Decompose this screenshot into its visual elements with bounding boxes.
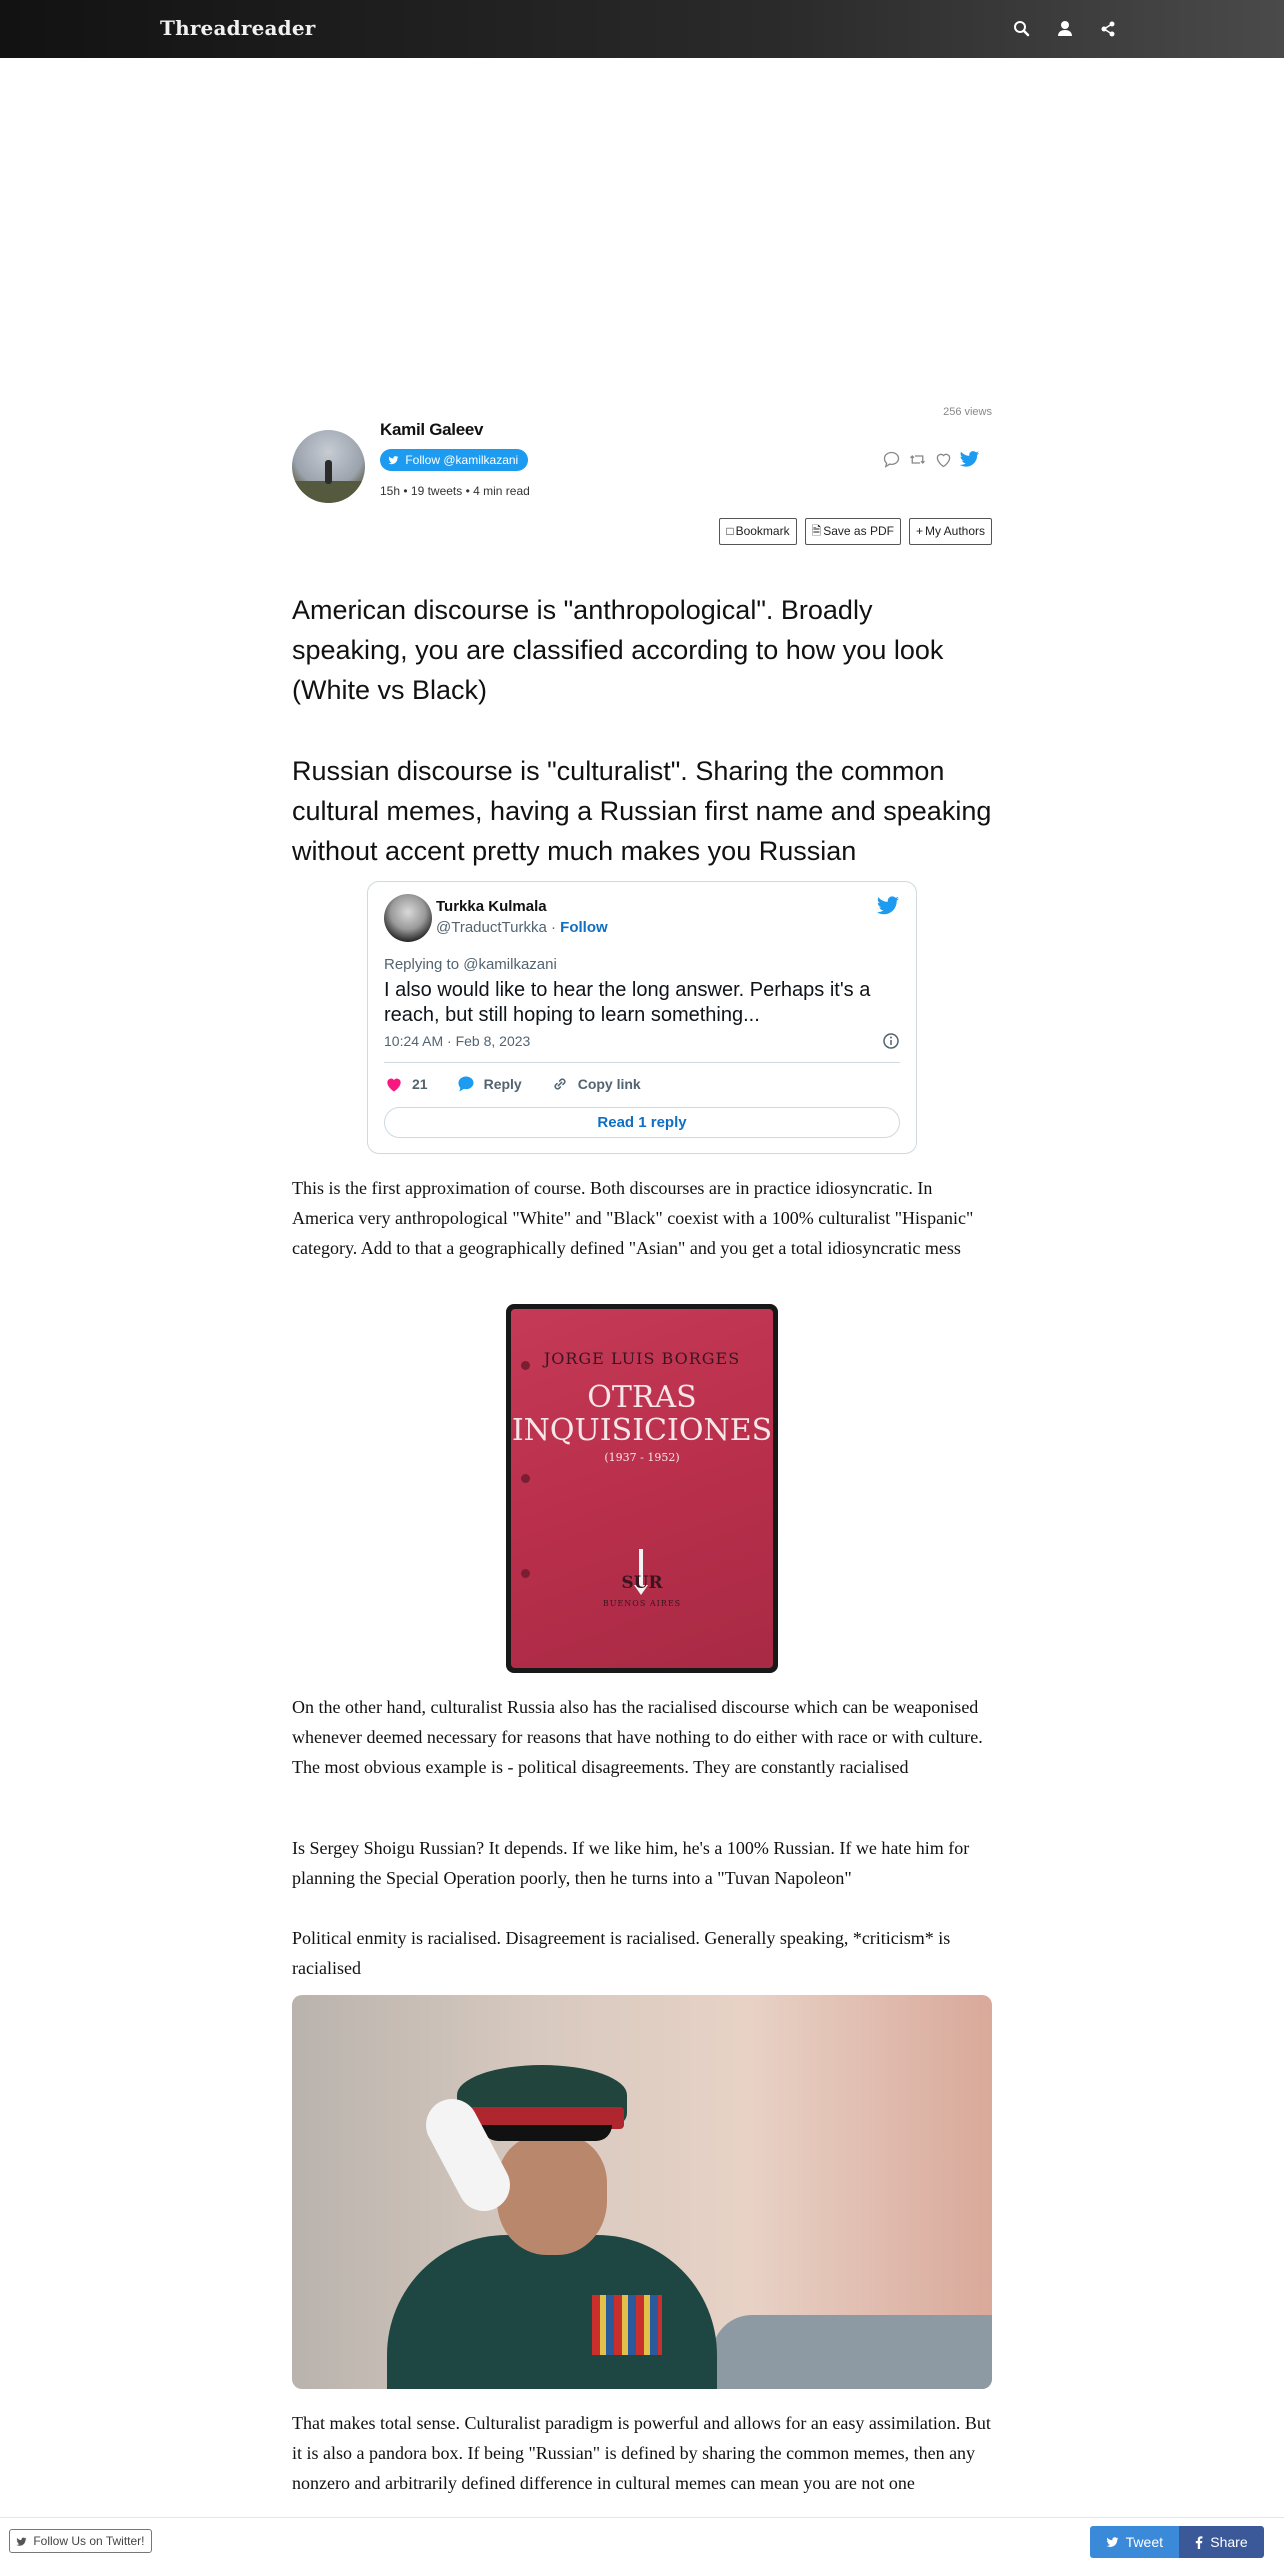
author-name[interactable]: Kamil Galeev (380, 420, 484, 439)
plus-icon: + (915, 524, 923, 538)
tweet-text-7: That makes total sense. Culturalist paradigm is powerful and allows for an easy assimilation. But it is also a pandora box. If being "Russian" is defined by sharing the common memes, then any nonzero and arbitrarily defined difference in cultural memes can mean you are not one (292, 2413, 991, 2493)
brand-logo[interactable]: Threadreader (160, 16, 316, 40)
link-icon (550, 1074, 570, 1094)
file-icon: 🗎 (811, 524, 822, 538)
embed-author-name[interactable]: Turkka Kulmala (436, 898, 547, 915)
save-pdf-label: Save as PDF (823, 524, 894, 538)
twitter-bird-icon (388, 456, 399, 465)
follow-us-label: Follow Us on Twitter! (33, 2534, 145, 2548)
retweet-icon[interactable] (907, 449, 928, 470)
tweet-text-3: This is the first approximation of course. Both discourses are in practice idiosyncratic. In America very anthropological "White" and "Black" coexist with a 100% culturalist "Hispanic" category. Add to that a geographically defined "Asian" and you get a total idiosyncratic mess (292, 1178, 974, 1258)
facebook-share-label: Share (1210, 2534, 1248, 2550)
author-avatar[interactable] (292, 430, 365, 503)
book-city: BUENOS AIRES (602, 1599, 682, 1608)
embed-like-button[interactable] (384, 1074, 428, 1094)
tweet-text-5: Is Sergey Shoigu Russian? It depends. If we like him, he's a 100% Russian. If we hate him for planning the Special Operation poorly, then he turns into a "Tuvan Napoleon" (292, 1838, 970, 1888)
bottom-bar (0, 2517, 1284, 2568)
embedded-tweet[interactable] (367, 881, 917, 1154)
like-icon[interactable] (933, 449, 954, 470)
my-authors-label: My Authors (924, 524, 985, 538)
tweet-text-2: Russian discourse is "culturalist". Sharing the common cultural memes, having a Russian first name and speaking without accent pretty much makes you Russian (292, 756, 992, 866)
tweet-text-6: Political enmity is racialised. Disagreement is racialised. Generally speaking, *criticism* is racialised (292, 1928, 951, 1978)
book-title-line-2: INQUISICIONES (511, 1413, 773, 1448)
top-navbar (0, 0, 1284, 58)
embed-tweet-text: I also would like to hear the long answer. Perhaps it's a reach, but still hoping to learn something... (384, 979, 871, 1026)
embed-timestamp[interactable]: 10:24 AM · Feb 8, 2023 (384, 1033, 531, 1049)
info-icon[interactable] (882, 1032, 900, 1050)
bookmark-label: Bookmark (735, 524, 790, 538)
facebook-share-button[interactable] (1179, 2526, 1264, 2558)
embed-divider (384, 1062, 900, 1063)
embed-like-count: 21 (412, 1076, 428, 1092)
thread-actions (881, 449, 980, 470)
book-title-line-1: OTRAS (587, 1380, 697, 1415)
bookmark-button[interactable] (719, 518, 796, 545)
user-icon[interactable] (1052, 16, 1078, 42)
book-author: JORGE LUIS BORGES (543, 1349, 741, 1368)
heart-icon (384, 1074, 404, 1094)
embed-follow-link[interactable]: Follow (560, 919, 608, 936)
follow-author-label: Follow @kamilkazani (405, 453, 519, 467)
view-count: 256 views (943, 406, 992, 418)
twitter-icon[interactable] (959, 449, 980, 470)
follow-author-button[interactable] (380, 449, 528, 471)
embed-reply-label: Reply (483, 1076, 522, 1092)
search-icon[interactable] (1009, 16, 1035, 42)
twitter-bird-icon[interactable] (876, 894, 900, 918)
twitter-bird-icon (1106, 2536, 1119, 2549)
book-years: (1937 - 1952) (604, 1451, 680, 1464)
thread-meta: 15h • 19 tweets • 4 min read (380, 484, 530, 498)
save-pdf-button[interactable] (805, 518, 901, 545)
book-publisher: SUR (621, 1573, 663, 1593)
embed-replying-to: Replying to @kamilkazani (384, 956, 557, 973)
embed-copy-link-button[interactable] (550, 1074, 641, 1094)
embed-avatar[interactable] (384, 894, 432, 942)
book-cover (511, 1309, 773, 1668)
follow-us-button[interactable] (9, 2529, 152, 2553)
thread-tools (719, 518, 992, 545)
facebook-icon (1195, 2536, 1203, 2549)
book-title (511, 1381, 773, 1447)
tweet-photo[interactable] (292, 1995, 992, 2389)
tweet-share-button[interactable] (1090, 2526, 1179, 2558)
tweet-text-4: On the other hand, culturalist Russia also has the racialised discourse which can be weaponised whenever deemed necessary for reasons that have nothing to do either with race or with culture. The most obvious example is - political disagreements. They are constantly racialised (292, 1697, 983, 1777)
embed-stats (384, 1074, 669, 1094)
tweet-text-1: American discourse is "anthropological". Broadly speaking, you are classified according to how you look (White vs Black) (292, 595, 944, 705)
embed-handle[interactable]: @TraductTurkka (436, 919, 547, 936)
share-icon[interactable] (1095, 16, 1121, 42)
tweet-share-label: Tweet (1125, 2534, 1163, 2550)
book-cover-image[interactable] (506, 1304, 778, 1673)
embed-handle-line (436, 919, 608, 936)
read-reply-button[interactable]: Read 1 reply (384, 1107, 900, 1138)
embed-copy-link-label: Copy link (577, 1076, 641, 1092)
my-authors-button[interactable] (909, 518, 992, 545)
reply-icon[interactable] (881, 449, 902, 470)
bookmark-icon: □ (726, 524, 734, 538)
embed-separator: · (546, 919, 561, 936)
speech-bubble-icon (456, 1074, 476, 1094)
twitter-bird-icon (16, 2537, 27, 2547)
embed-reply-button[interactable] (456, 1074, 522, 1094)
